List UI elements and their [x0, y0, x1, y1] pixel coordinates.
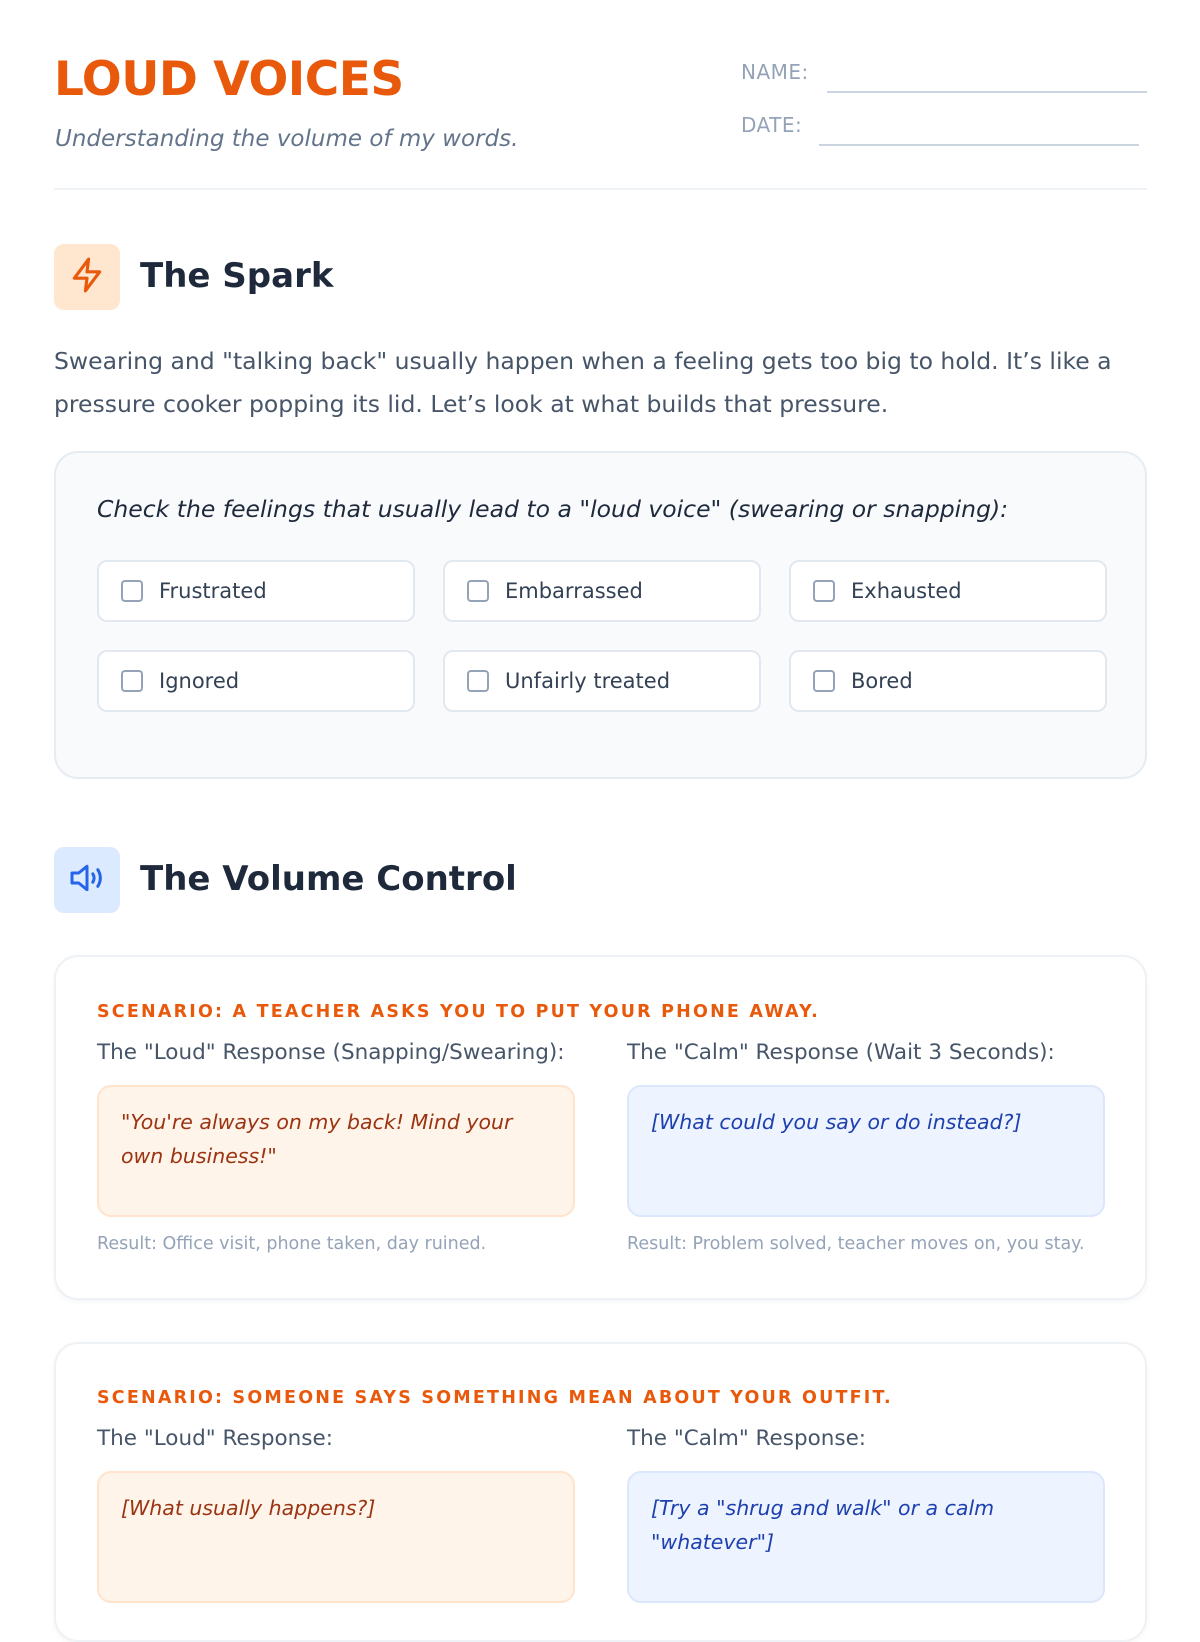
scenario-card [54, 955, 1147, 1300]
loud-response-label: The "Loud" Response: [97, 1426, 333, 1451]
calm-response-input[interactable]: [What could you say or do instead?] [627, 1085, 1105, 1217]
feeling-option-unfairly-treated[interactable] [443, 650, 761, 712]
checkbox[interactable] [813, 670, 835, 692]
scenario-card [54, 1342, 1147, 1642]
option-label: Frustrated [159, 579, 267, 603]
calm-response-label: The "Calm" Response (Wait 3 Seconds): [627, 1040, 1055, 1065]
loud-response-box: "You're always on my back! Mind your own business!" [97, 1085, 575, 1217]
feeling-option-bored[interactable] [789, 650, 1107, 712]
spark-icon-badge [54, 244, 120, 310]
volume-icon-badge [54, 847, 120, 913]
calm-response-label: The "Calm" Response: [627, 1426, 867, 1451]
scenario-heading: SCENARIO: SOMEONE SAYS SOMETHING MEAN ABOUT YOUR OUTFIT. [97, 1388, 893, 1408]
scenario-heading: SCENARIO: A TEACHER ASKS YOU TO PUT YOUR PHONE AWAY. [97, 1002, 820, 1022]
feeling-option-embarrassed[interactable] [443, 560, 761, 622]
lightning-icon [68, 256, 106, 298]
feeling-option-exhausted[interactable] [789, 560, 1107, 622]
option-label: Bored [851, 669, 913, 693]
calm-result: Result: Problem solved, teacher moves on, you stay. [627, 1234, 1085, 1254]
page-subtitle: Understanding the volume of my words. [55, 126, 519, 152]
volume-title: The Volume Control [140, 859, 517, 899]
option-label: Exhausted [851, 579, 962, 603]
name-label: NAME: [741, 60, 809, 84]
spark-title: The Spark [140, 256, 334, 296]
checklist-prompt: Check the feelings that usually lead to a "loud voice" (swearing or snapping): [97, 495, 1009, 523]
date-field[interactable] [819, 144, 1139, 146]
checkbox[interactable] [467, 670, 489, 692]
checkbox[interactable] [813, 580, 835, 602]
speaker-volume-icon [67, 858, 107, 902]
loud-result: Result: Office visit, phone taken, day ruined. [97, 1234, 487, 1254]
date-label: DATE: [741, 113, 803, 137]
feeling-option-frustrated[interactable] [97, 560, 415, 622]
checkbox[interactable] [121, 670, 143, 692]
feelings-checklist [54, 451, 1147, 779]
loud-response-label: The "Loud" Response (Snapping/Swearing): [97, 1040, 565, 1065]
option-label: Embarrassed [505, 579, 643, 603]
header-divider [54, 188, 1147, 190]
calm-response-input[interactable]: [Try a "shrug and walk" or a calm "whatever"] [627, 1471, 1105, 1603]
page-title: LOUD VOICES [54, 52, 404, 107]
name-field[interactable] [827, 91, 1147, 93]
spark-intro: Swearing and "talking back" usually happen when a feeling gets too big to hold. It’s like a pressure cooker popping its lid. Let’s look at what builds that pressure. [54, 347, 1112, 418]
feeling-option-ignored[interactable] [97, 650, 415, 712]
loud-response-input[interactable]: [What usually happens?] [97, 1471, 575, 1603]
option-label: Ignored [159, 669, 240, 693]
checkbox[interactable] [467, 580, 489, 602]
checkbox[interactable] [121, 580, 143, 602]
option-label: Unfairly treated [505, 669, 671, 693]
